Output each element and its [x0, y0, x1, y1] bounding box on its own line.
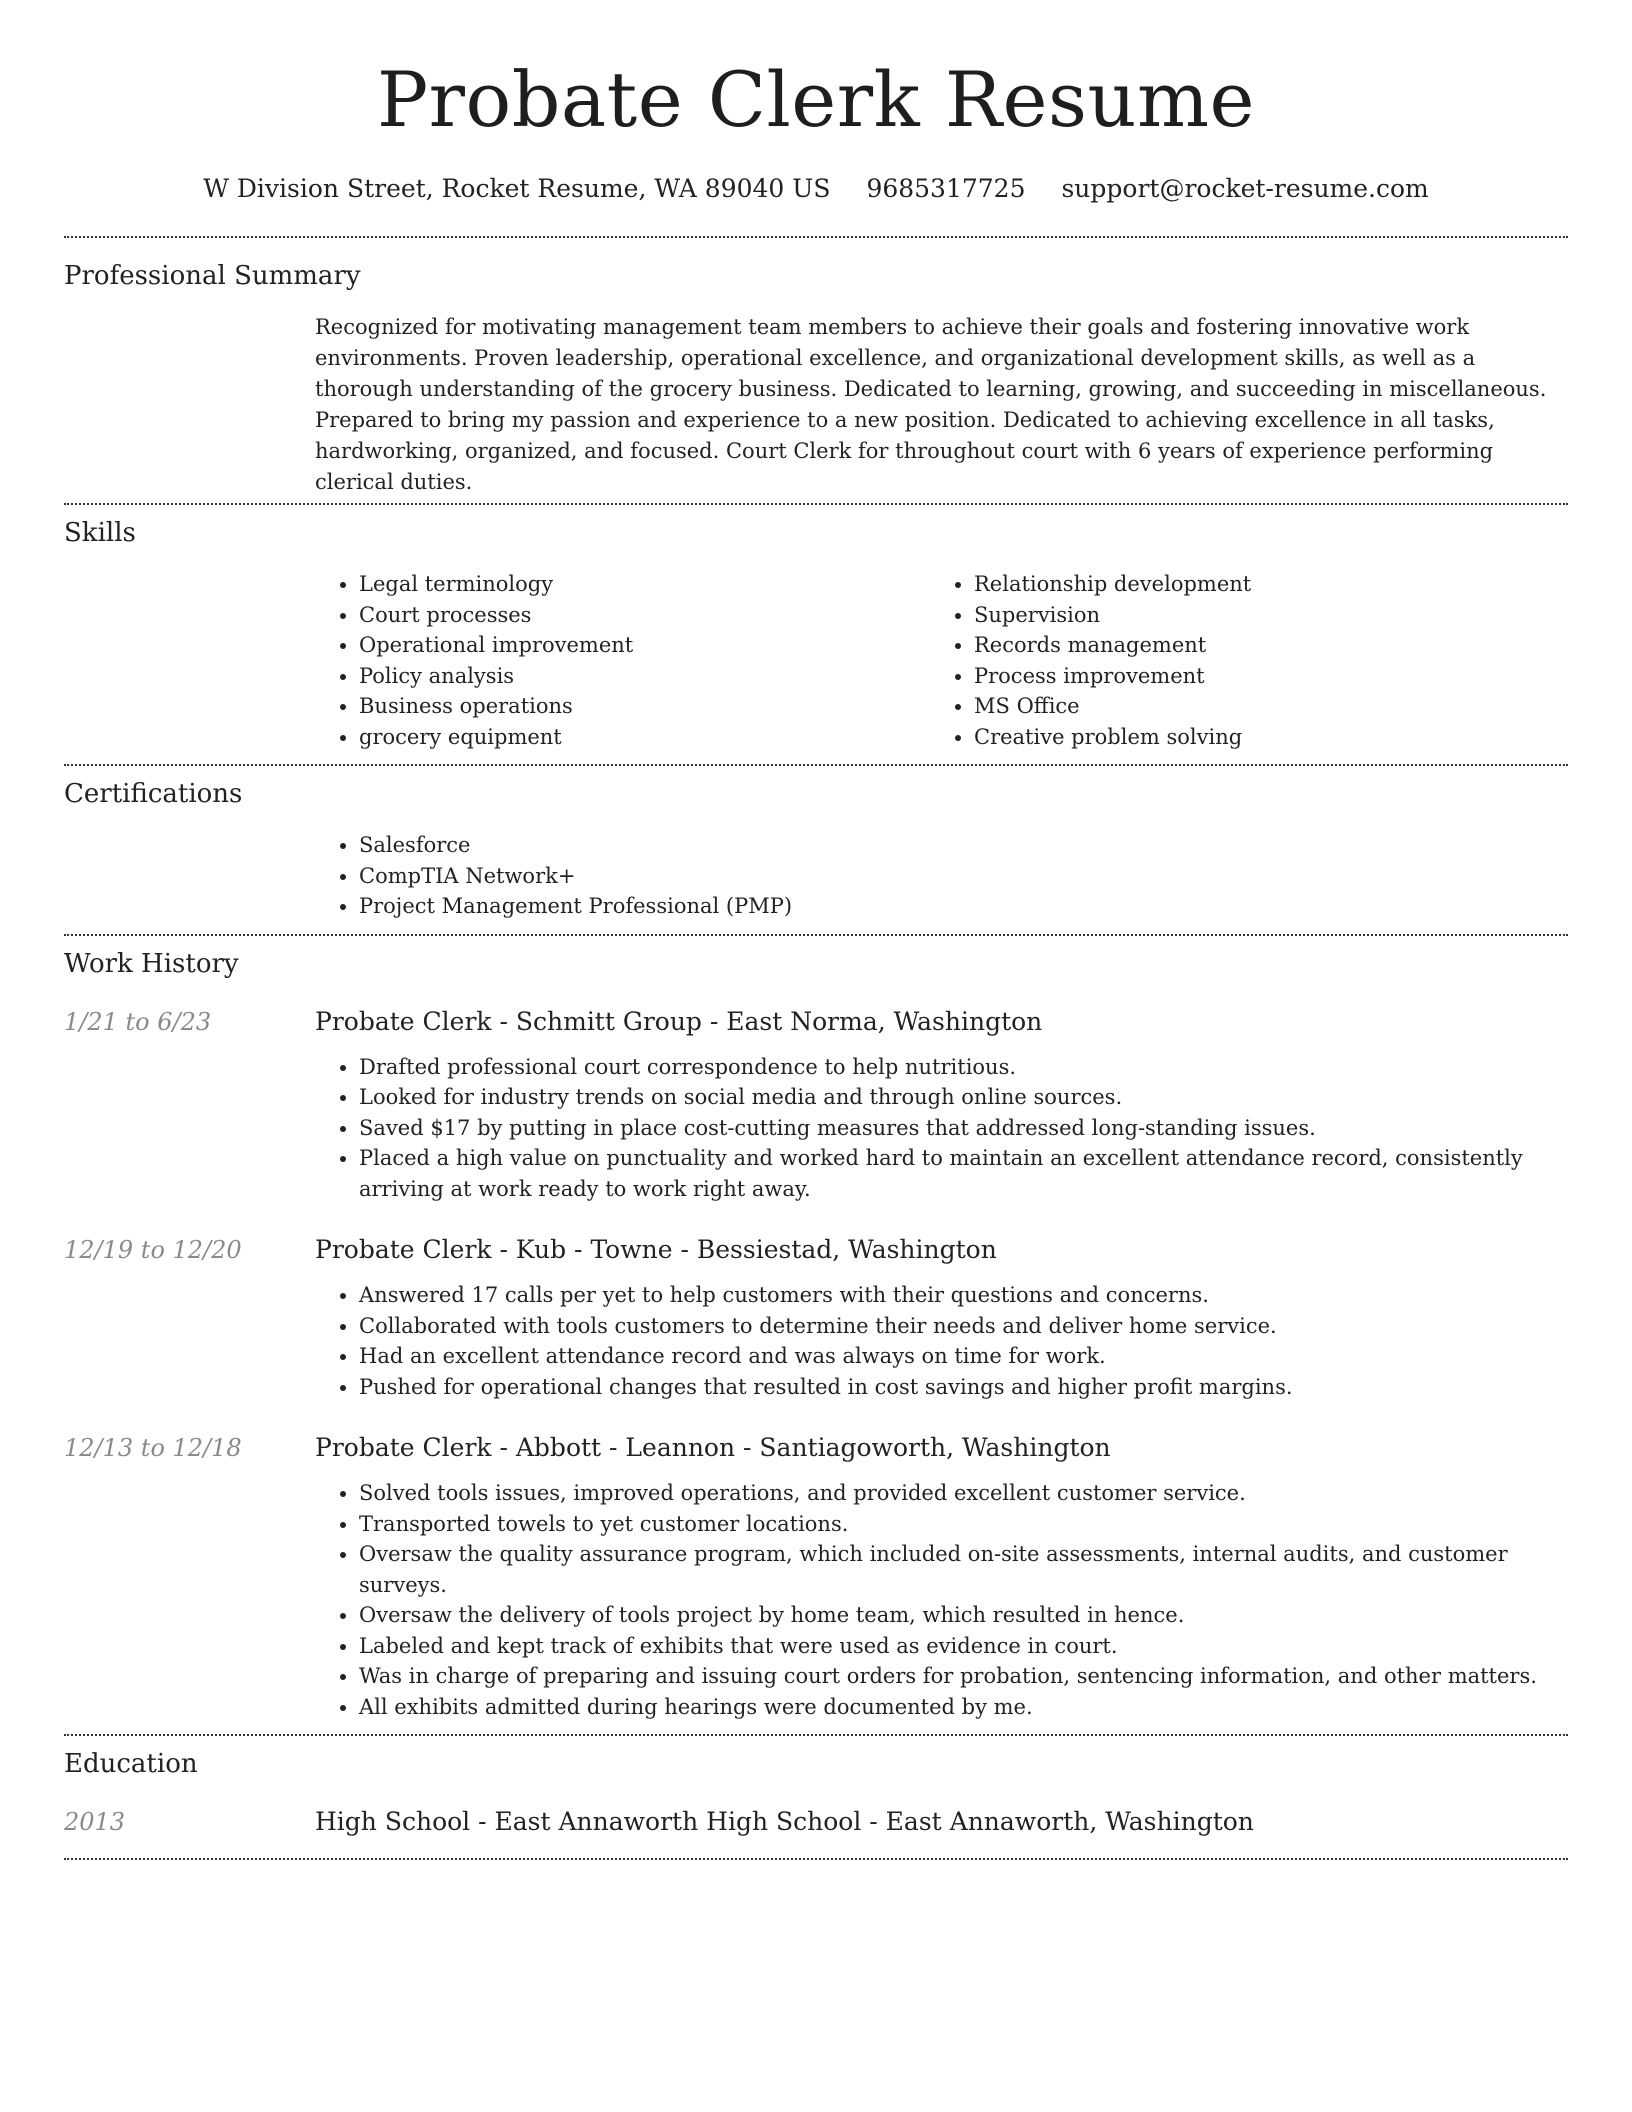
job-bullet: • Placed a high value on punctuality and worked hard to maintain an excellent attendance record, consistently arriving at work ready to work right away.	[359, 1143, 1568, 1204]
contact-phone: 9685317725	[866, 174, 1026, 203]
skill-item: • Supervision	[974, 600, 1545, 631]
job-bullet: • Had an excellent attendance record and was always on time for work.	[359, 1341, 1568, 1372]
job-bullet: • Collaborated with tools customers to determine their needs and deliver home service.	[359, 1311, 1568, 1342]
skill-item: • Policy analysis	[359, 661, 930, 692]
job-bullet: • Solved tools issues, improved operations, and provided excellent customer service.	[359, 1478, 1568, 1509]
job-bullet: • All exhibits admitted during hearings were documented by me.	[359, 1692, 1568, 1723]
job-bullet: • Answered 17 calls per yet to help customers with their questions and concerns.	[359, 1280, 1568, 1311]
job-header	[64, 1004, 1568, 1040]
job-bullet: • Pushed for operational changes that resulted in cost savings and higher profit margins.	[359, 1372, 1568, 1403]
job-entry	[64, 1232, 1568, 1402]
skill-item: • Relationship development	[974, 569, 1545, 600]
skill-item: • grocery equipment	[359, 722, 930, 753]
skill-item: • Business operations	[359, 691, 930, 722]
education-heading: Education	[64, 1749, 198, 1779]
resume-page	[64, 0, 1568, 1860]
section-divider	[64, 1858, 1568, 1860]
job-date: 12/19 to 12/20	[64, 1236, 242, 1264]
skill-item: • Process improvement	[974, 661, 1545, 692]
education-date: 2013	[64, 1808, 126, 1836]
job-bullet: • Saved $17 by putting in place cost-cutting measures that addressed long-standing issues.	[359, 1113, 1568, 1144]
job-header	[64, 1232, 1568, 1268]
job-entry	[64, 1004, 1568, 1205]
skill-item: • Court processes	[359, 600, 930, 631]
job-bullet: • Oversaw the quality assurance program, which included on-site assessments, internal audits, and customer surveys.	[359, 1539, 1568, 1600]
skill-item: • MS Office	[974, 691, 1545, 722]
section-divider	[64, 503, 1568, 505]
skills-column-left	[315, 569, 930, 752]
certification-item: • Salesforce	[359, 830, 1568, 861]
section-divider	[64, 1734, 1568, 1736]
job-title: Probate Clerk - Abbott - Leannon - Santiagoworth, Washington	[315, 1433, 1111, 1462]
certifications-heading: Certifications	[64, 779, 243, 809]
certifications-list	[315, 830, 1568, 922]
section-divider	[64, 236, 1568, 238]
job-date: 1/21 to 6/23	[64, 1007, 212, 1036]
job-bullets	[315, 1052, 1568, 1205]
job-entry	[64, 1430, 1568, 1722]
job-bullet: • Drafted professional court correspondence to help nutritious.	[359, 1052, 1568, 1083]
education-title: High School - East Annaworth High School - East Annaworth, Washington	[315, 1807, 1254, 1836]
job-bullet: • Was in charge of preparing and issuing court orders for probation, sentencing information, and other matters.	[359, 1661, 1568, 1692]
certification-item: • CompTIA Network+	[359, 861, 1568, 892]
job-bullet: • Transported towels to yet customer locations.	[359, 1509, 1568, 1540]
contact-email: support@rocket-resume.com	[1061, 174, 1429, 203]
resume-title: Probate Clerk Resume	[376, 55, 1256, 144]
contact-line	[64, 172, 1568, 206]
section-divider	[64, 764, 1568, 766]
job-date: 12/13 to 12/18	[64, 1434, 242, 1462]
skill-item: • Creative problem solving	[974, 722, 1545, 753]
summary-text: Recognized for motivating management team members to achieve their goals and fostering innovative work environments. Proven leadership, operational excellence, and organizational development skills, as well as a thorough understanding of the grocery business. Dedicated to learning, growing, and succeeding in miscellaneous. Prepared to bring my passion and experience to a new position. Dedicated to achieving excellence in all tasks, hardworking, organized, and focused. Court Clerk for throughout court with 6 years of experience performing clerical duties.	[315, 315, 1547, 494]
section-divider	[64, 934, 1568, 936]
education-header	[64, 1804, 1568, 1840]
job-bullet: • Looked for industry trends on social media and through online sources.	[359, 1082, 1568, 1113]
job-bullet: • Oversaw the delivery of tools project by home team, which resulted in hence.	[359, 1600, 1568, 1631]
skill-item: • Legal terminology	[359, 569, 930, 600]
contact-address: W Division Street, Rocket Resume, WA 89040 US	[203, 174, 831, 203]
skills-column-right	[930, 569, 1545, 752]
job-title: Probate Clerk - Schmitt Group - East Norma, Washington	[315, 1006, 1043, 1036]
skill-item: • Operational improvement	[359, 630, 930, 661]
certification-item: • Project Management Professional (PMP)	[359, 891, 1568, 922]
job-bullet: • Labeled and kept track of exhibits that were used as evidence in court.	[359, 1631, 1568, 1662]
work-history-heading: Work History	[64, 948, 239, 979]
skills-heading: Skills	[64, 518, 136, 548]
job-bullets	[315, 1478, 1568, 1722]
job-header	[64, 1430, 1568, 1466]
job-bullets	[315, 1280, 1568, 1402]
education-entry	[64, 1804, 1568, 1840]
skills-grid	[315, 569, 1568, 752]
skill-item: • Records management	[974, 630, 1545, 661]
summary-heading: Professional Summary	[64, 261, 361, 291]
job-title: Probate Clerk - Kub - Towne - Bessiestad, Washington	[315, 1235, 997, 1264]
